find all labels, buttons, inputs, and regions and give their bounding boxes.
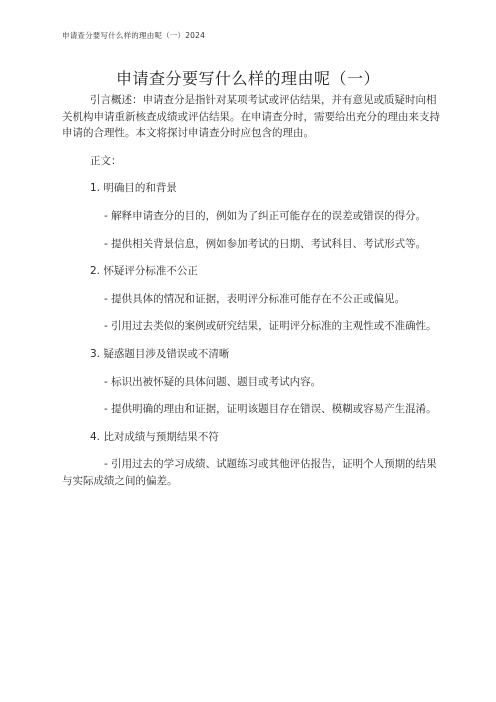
intro-paragraph: 引言概述：申请查分是指针对某项考试或评估结果，并有意见或质疑时向相关机构申请重新核查成绩或评估结果。在申请查分时，需要给出充分的理由来支持申请的合理性。本文将探讨申请查分时应包含的理由。: [62, 94, 440, 140]
body-label: 正文：: [90, 154, 122, 167]
section-heading-2: 2. 怀疑评分标准不公正: [90, 265, 198, 278]
section-2-point-2: - 引用过去类似的案例或研究结果，证明评分标准的主观性或不准确性。: [104, 320, 437, 333]
section-1-point-1: - 解释申请查分的目的，例如为了纠正可能存在的误差或错误的得分。: [104, 209, 427, 222]
section-heading-3: 3. 疑惑题目涉及错误或不清晰: [90, 347, 230, 360]
running-header: 申请查分要写什么样的理由呢（一）2024: [62, 31, 206, 40]
section-heading-1: 1. 明确目的和背景: [90, 182, 177, 195]
section-1-point-2: - 提供相关背景信息，例如参加考试的日期、考试科目、考试形式等。: [104, 237, 427, 250]
document-title: 申请查分要写什么样的理由呢（一）: [115, 69, 380, 88]
section-3-point-2: - 提供明确的理由和证据，证明该题目存在错误、模糊或容易产生混淆。: [104, 403, 437, 416]
section-heading-4: 4. 比对成绩与预期结果不符: [90, 430, 219, 443]
section-2-point-1: - 提供具体的情况和证据，表明评分标准可能存在不公正或偏见。: [104, 292, 406, 305]
section-3-point-1: - 标识出被怀疑的具体问题、题目或考试内容。: [104, 375, 322, 388]
document-body: [62, 92, 442, 490]
section-4-point-1: - 引用过去的学习成绩、试题练习或其他评估报告，证明个人预期的结果与实际成绩之间的偏差。: [62, 458, 437, 487]
